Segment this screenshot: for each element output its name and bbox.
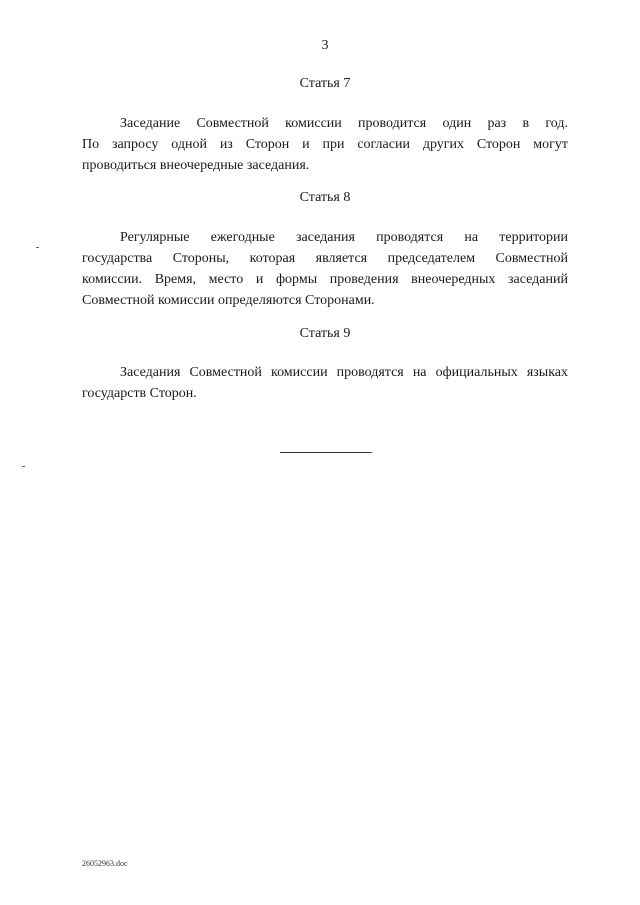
article-9-text bbox=[82, 362, 568, 404]
article-8-line-1: Регулярные ежегодные заседания проводятся на территории bbox=[120, 230, 568, 245]
article-8-line-2: государства Стороны, которая является председателем Совместной bbox=[82, 251, 568, 266]
margin-scan-mark bbox=[22, 466, 25, 467]
page-number: 3 bbox=[321, 38, 329, 53]
article-7-line-1: Заседание Совместной комиссии проводится один раз в год. bbox=[120, 116, 568, 131]
article-8-line-3: комиссии. Время, место и формы проведения внеочередных заседаний bbox=[82, 272, 568, 287]
article-7-line-3: проводиться внеочередные заседания. bbox=[82, 158, 310, 173]
end-of-text-rule bbox=[280, 452, 372, 453]
margin-scan-mark bbox=[36, 247, 39, 248]
footer-filename: 26052963.doc bbox=[82, 859, 128, 868]
article-8-heading: Статья 8 bbox=[299, 190, 351, 205]
article-9-line-2: государств Сторон. bbox=[82, 386, 197, 401]
article-7-line-2: По запросу одной из Сторон и при согласии других Сторон могут bbox=[82, 137, 568, 152]
article-9-line-1: Заседания Совместной комиссии проводятся на официальных языках bbox=[120, 365, 568, 380]
article-9-heading: Статья 9 bbox=[299, 326, 351, 341]
article-7-heading: Статья 7 bbox=[299, 76, 351, 91]
article-8-text bbox=[82, 227, 568, 311]
article-7-text bbox=[82, 113, 568, 176]
article-8-line-4: Совместной комиссии определяются Сторонами. bbox=[82, 293, 375, 308]
